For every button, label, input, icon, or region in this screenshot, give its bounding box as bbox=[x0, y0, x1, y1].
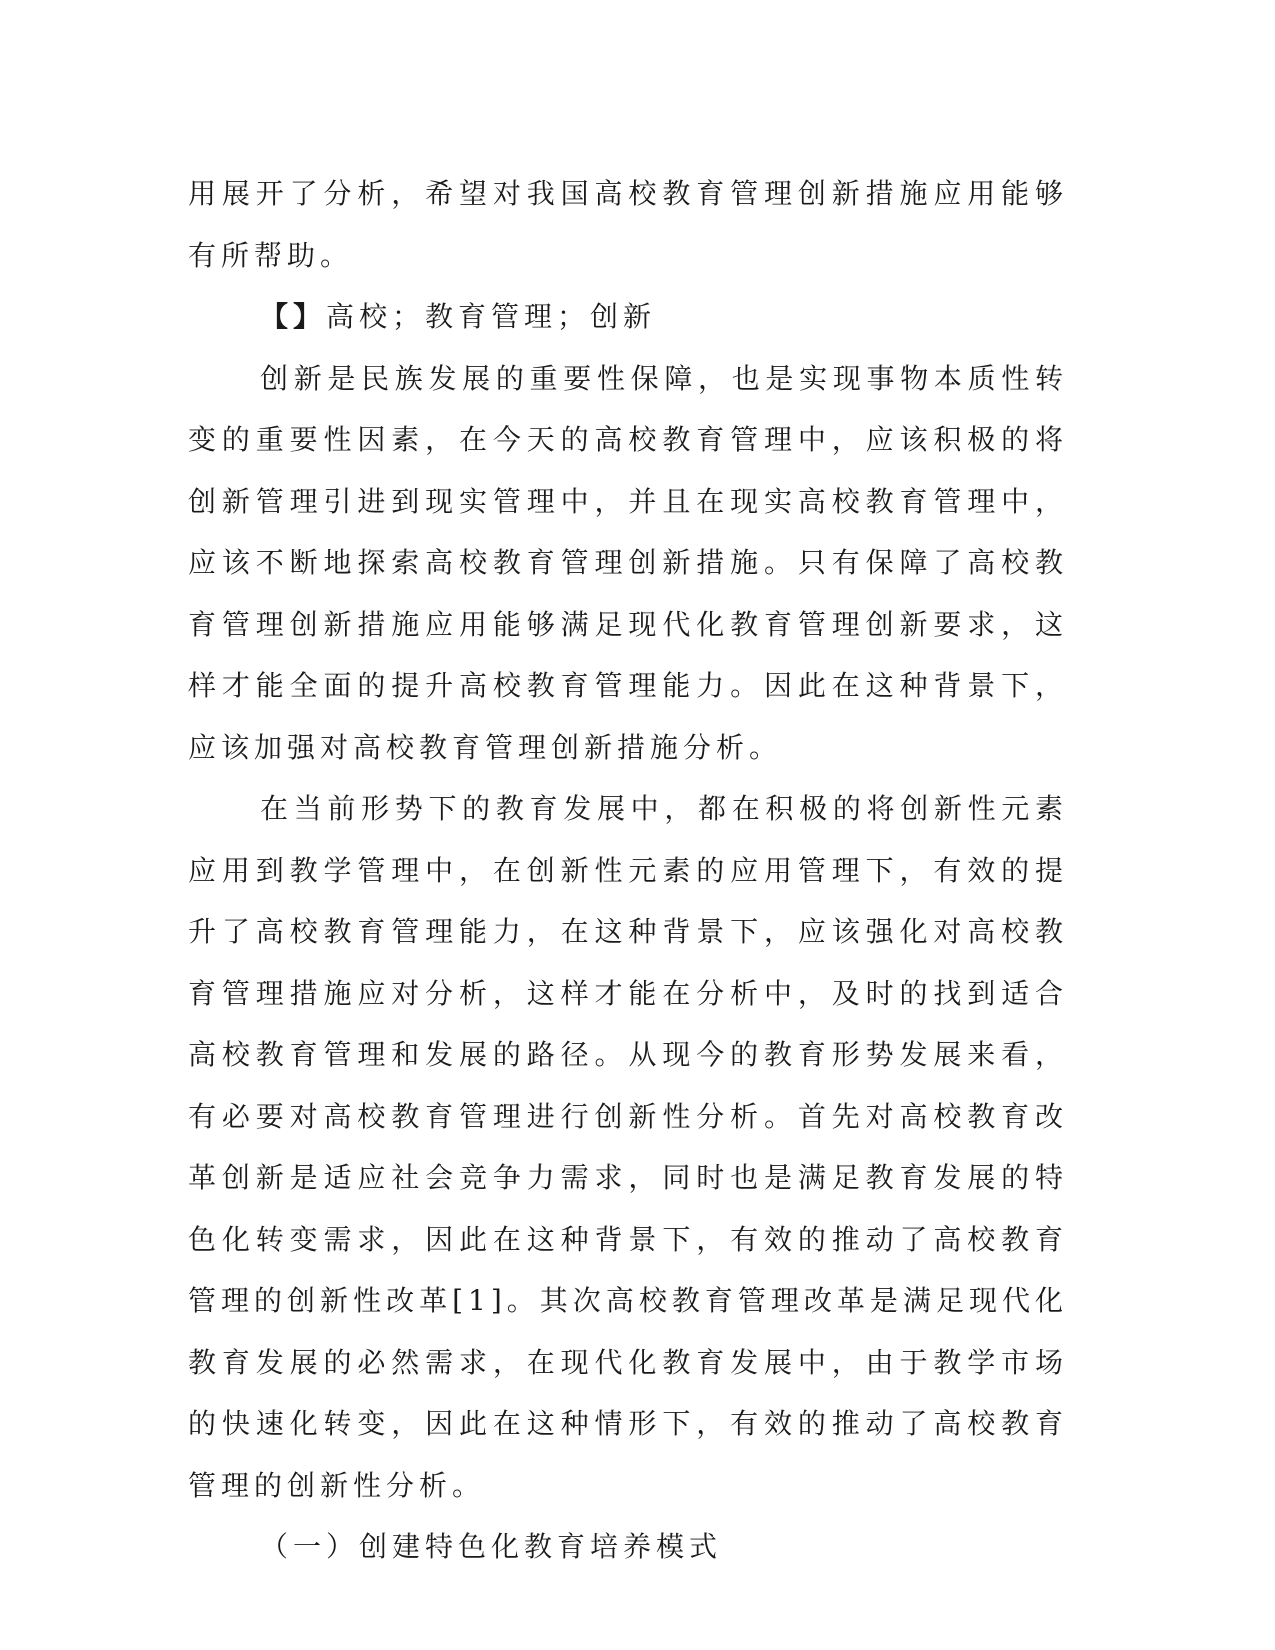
paragraph-intro-ending: 用展开了分析，希望对我国高校教育管理创新措施应用能够有所帮助。 bbox=[188, 177, 1068, 272]
keywords-line bbox=[188, 286, 1068, 348]
section-heading: （一）创建特色化教育培养模式 bbox=[260, 1530, 723, 1563]
paragraph-innovation: 创新是民族发展的重要性保障，也是实现事物本质性转变的重要性因素，在今天的高校教育管理中，应该积极的将创新管理引进到现实管理中，并且在现实高校教育管理中，应该不断地探索高校教育管理创新措施。只有保障了高校教育管理创新措施应用能够满足现代化教育管理创新要求，这样才能全面的提升高校教育管理能力。因此在这种背景下，应该加强对高校教育管理创新措施分析。 bbox=[188, 361, 1068, 764]
keywords-label: 【】 bbox=[260, 300, 327, 333]
keywords-text: 高校；教育管理；创新 bbox=[326, 300, 657, 333]
paragraph-current-situation: 在当前形势下的教育发展中，都在积极的将创新性元素应用到教学管理中，在创新性元素的应用管理下，有效的提升了高校教育管理能力，在这种背景下，应该强化对高校教育管理措施应对分析，这样才能在分析中，及时的找到适合高校教育管理和发展的路径。从现今的教育形势发展来看，有必要对高校教育管理进行创新性分析。首先对高校教育改革创新是适应社会竞争力需求，同时也是满足教育发展的特色化转变需求，因此在这种背景下，有效的推动了高校教育管理的创新性改革[1]。其次高校教育管理改革是满足现代化教育发展的必然需求，在现代化教育发展中，由于教学市场的快速化转变，因此在这种情形下，有效的推动了高校教育管理的创新性分析。 bbox=[188, 792, 1068, 1502]
document-body bbox=[188, 163, 1068, 1578]
